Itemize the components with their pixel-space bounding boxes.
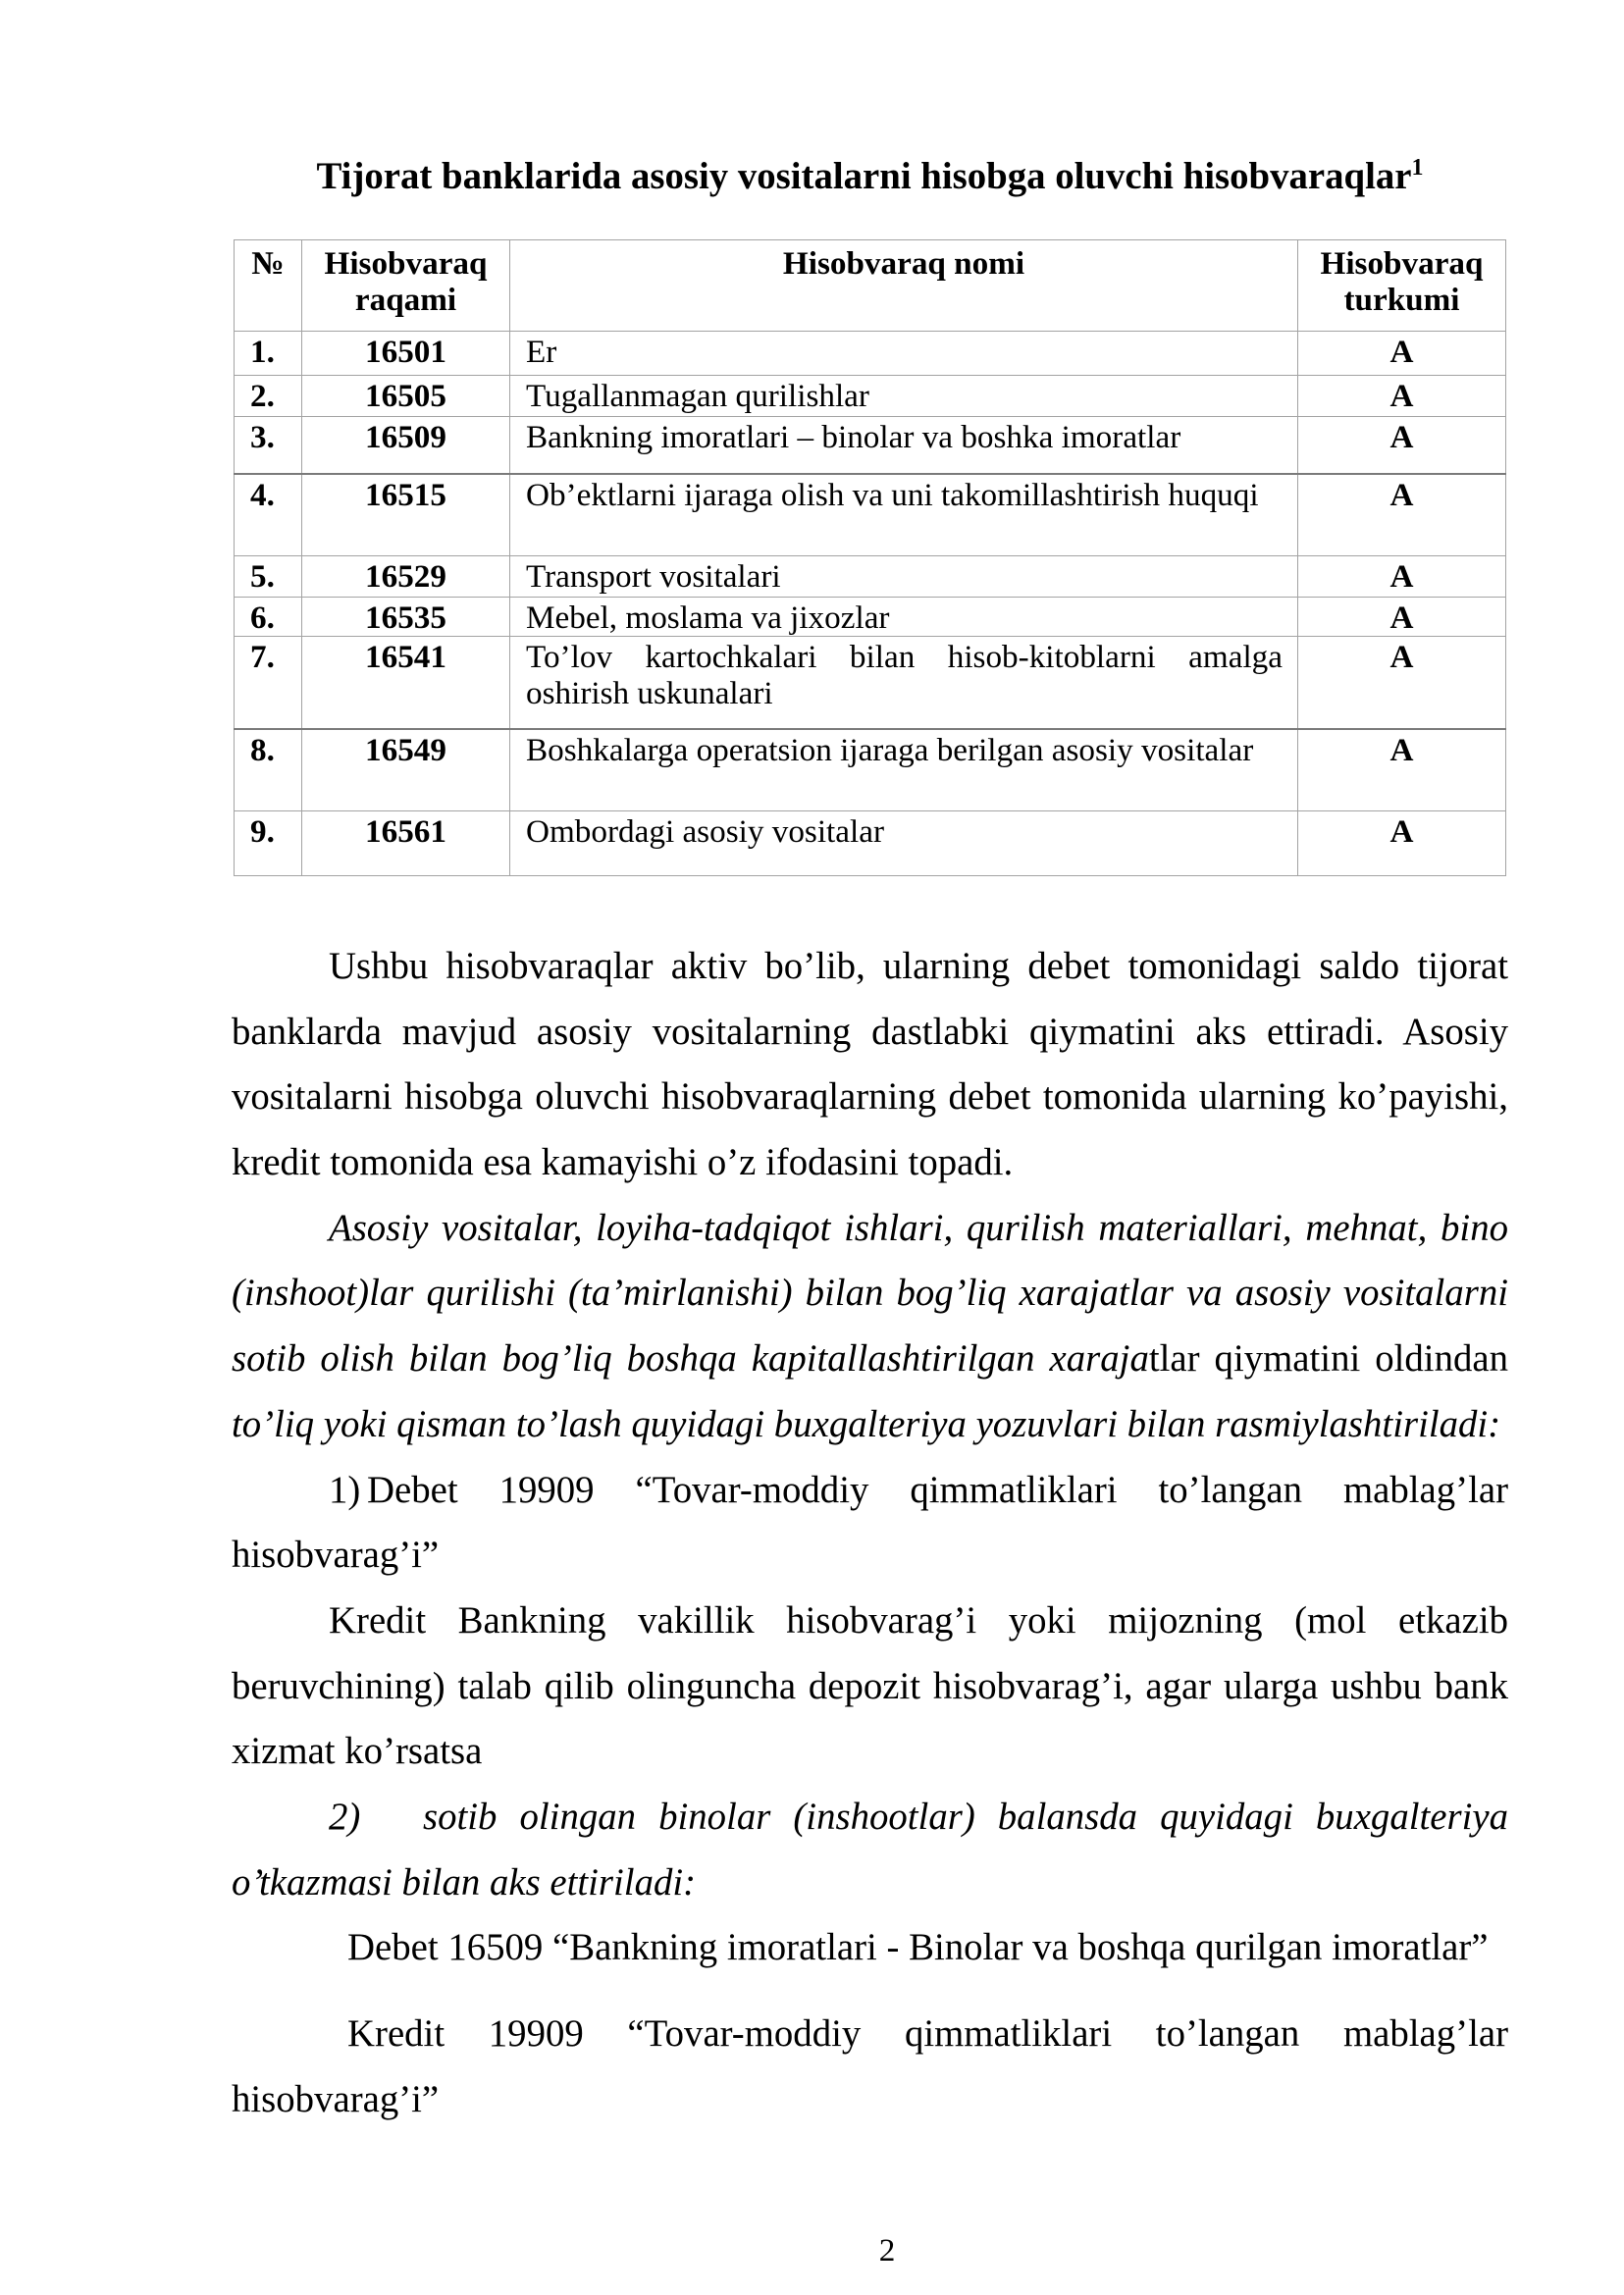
account-number-cell: 16561 — [302, 811, 510, 876]
account-number-cell: 16501 — [302, 332, 510, 376]
paragraph-line: banklarda mavjud asosiy vositalarning dastlabki qiymatini aks ettiradi. Asosiy — [232, 1010, 1508, 1053]
list-item-italic — [232, 1785, 1508, 1915]
table-row — [235, 417, 1506, 474]
header-number-sign: № — [235, 240, 302, 332]
list-marker: 2) — [329, 1795, 361, 1838]
account-name-cell: Er — [510, 332, 1298, 376]
row-index-cell: 4. — [235, 474, 302, 556]
entry-credit — [232, 2002, 1508, 2132]
list-item-text: Debet 19909 “Tovar-moddiy qimmatliklari to’langan mablag’lar — [367, 1468, 1508, 1511]
account-number-cell: 16549 — [302, 729, 510, 811]
account-name-cell: Bankning imoratlari – binolar va boshka imoratlar — [510, 417, 1298, 474]
paragraph-line: hisobvarag’i” — [232, 2077, 440, 2120]
paragraph-line — [232, 1458, 1508, 1524]
list-marker: 1) — [329, 1468, 361, 1511]
paragraph-line: Ushbu hisobvaraqlar aktiv bo’lib, ularning debet tomonidagi saldo tijorat — [329, 945, 1508, 987]
account-name-cell: Mebel, moslama va jixozlar — [510, 598, 1298, 637]
account-name-cell: Boshkalarga operatsion ijaraga berilgan asosiy vositalar — [510, 729, 1298, 811]
account-category-cell: A — [1298, 637, 1506, 729]
entry-debit — [232, 1915, 1508, 1981]
accounts-table — [234, 239, 1506, 876]
account-name-cell: Transport vositalari — [510, 556, 1298, 598]
account-category-cell: A — [1298, 729, 1506, 811]
row-index-cell: 5. — [235, 556, 302, 598]
header-account-name: Hisobvaraq nomi — [510, 240, 1298, 332]
row-index-cell: 6. — [235, 598, 302, 637]
row-index-cell: 9. — [235, 811, 302, 876]
paragraph-line: beruvchining) talab qilib olinguncha depozit hisobvarag’i, agar ularga ushbu bank — [232, 1664, 1508, 1707]
paragraph-line: hisobvarag’i” — [232, 1534, 440, 1577]
account-name-cell: Tugallanmagan qurilishlar — [510, 376, 1298, 417]
header-account-number: Hisobvaraq raqami — [302, 240, 510, 332]
paragraph-line: xizmat ko’rsatsa — [232, 1730, 483, 1773]
account-name-cell: Ombordagi asosiy vositalar — [510, 811, 1298, 876]
row-index-cell: 1. — [235, 332, 302, 376]
paragraph-line: kredit tomonida esa kamayishi o’z ifodasini topadi. — [232, 1141, 1014, 1184]
table-row — [235, 598, 1506, 637]
paragraph — [232, 1589, 1508, 1785]
account-category-cell: A — [1298, 417, 1506, 474]
body-text — [232, 934, 1508, 2132]
row-index-cell: 8. — [235, 729, 302, 811]
account-category-cell: A — [1298, 376, 1506, 417]
paragraph-line: Kredit Bankning vakillik hisobvarag’i yoki mijozning (mol etkazib — [329, 1598, 1508, 1642]
account-name-cell: To’lov kartochkalari bilan hisob-kitoblarni amalga oshirish uskunalari — [510, 637, 1298, 729]
account-number-cell: 16509 — [302, 417, 510, 474]
paragraph-line: o’tkazmasi bilan aks ettiriladi: — [232, 1860, 697, 1904]
italic-segment: sotib olish bilan bog’liq boshqa kapitallashtirilgan xaraja — [232, 1337, 1149, 1381]
paragraph-line: to’liq yoki qisman to’lash quyidagi buxgalteriya yozuvlari bilan rasmiylashtiriladi: — [232, 1402, 1501, 1445]
table-row — [235, 474, 1506, 556]
account-number-cell: 16535 — [302, 598, 510, 637]
account-number-cell: 16529 — [302, 556, 510, 598]
table-row — [235, 556, 1506, 598]
table-row — [235, 332, 1506, 376]
account-number-cell: 16505 — [302, 376, 510, 417]
list-item — [232, 1458, 1508, 1589]
account-category-cell: A — [1298, 811, 1506, 876]
paragraph-line: Asosiy vositalar, loyiha-tadqiqot ishlari, qurilish materiallari, mehnat, bino — [329, 1206, 1508, 1249]
account-category-cell: A — [1298, 474, 1506, 556]
table-header-row — [235, 240, 1506, 332]
upright-segment: tlar qiymatini oldindan — [1148, 1337, 1509, 1381]
paragraph-line — [232, 1327, 1508, 1392]
table-row — [235, 811, 1506, 876]
paragraph-line — [232, 1785, 1508, 1851]
paragraph-line: (inshoot)lar qurilishi (ta’mirlanishi) bilan bog’liq xarajatlar va asosiy vositalarni — [232, 1272, 1508, 1315]
paragraph — [232, 934, 1508, 1196]
row-index-cell: 7. — [235, 637, 302, 729]
table-row — [235, 376, 1506, 417]
account-name-cell: Ob’ektlarni ijaraga olish va uni takomillashtirish huquqi — [510, 474, 1298, 556]
footnote-reference: 1 — [1411, 155, 1424, 182]
account-number-cell: 16515 — [302, 474, 510, 556]
list-item-text: sotib olingan binolar (inshootlar) balansda quyidagi buxgalteriya — [423, 1795, 1508, 1838]
row-index-cell: 3. — [235, 417, 302, 474]
paragraph-line: Debet 16509 “Bankning imoratlari - Binolar va boshqa qurilgan imoratlar” — [347, 1926, 1489, 1969]
account-number-cell: 16541 — [302, 637, 510, 729]
page-number: 2 — [878, 2232, 896, 2269]
page-title — [232, 154, 1508, 199]
paragraph-italic — [232, 1196, 1508, 1458]
account-category-cell: A — [1298, 556, 1506, 598]
paragraph-line: Kredit 19909 “Tovar-moddiy qimmatliklari to’langan mablag’lar — [347, 2012, 1508, 2055]
title-text: Tijorat banklarida asosiy vositalarni hisobga oluvchi hisobvaraqlar — [316, 155, 1412, 197]
table-row — [235, 729, 1506, 811]
account-category-cell: A — [1298, 332, 1506, 376]
header-account-category: Hisobvaraq turkumi — [1298, 240, 1506, 332]
row-index-cell: 2. — [235, 376, 302, 417]
account-category-cell: A — [1298, 598, 1506, 637]
paragraph-line: vositalarni hisobga oluvchi hisobvaraqlarning debet tomonida ularning ko’payishi, — [232, 1075, 1508, 1119]
table-row — [235, 637, 1506, 729]
